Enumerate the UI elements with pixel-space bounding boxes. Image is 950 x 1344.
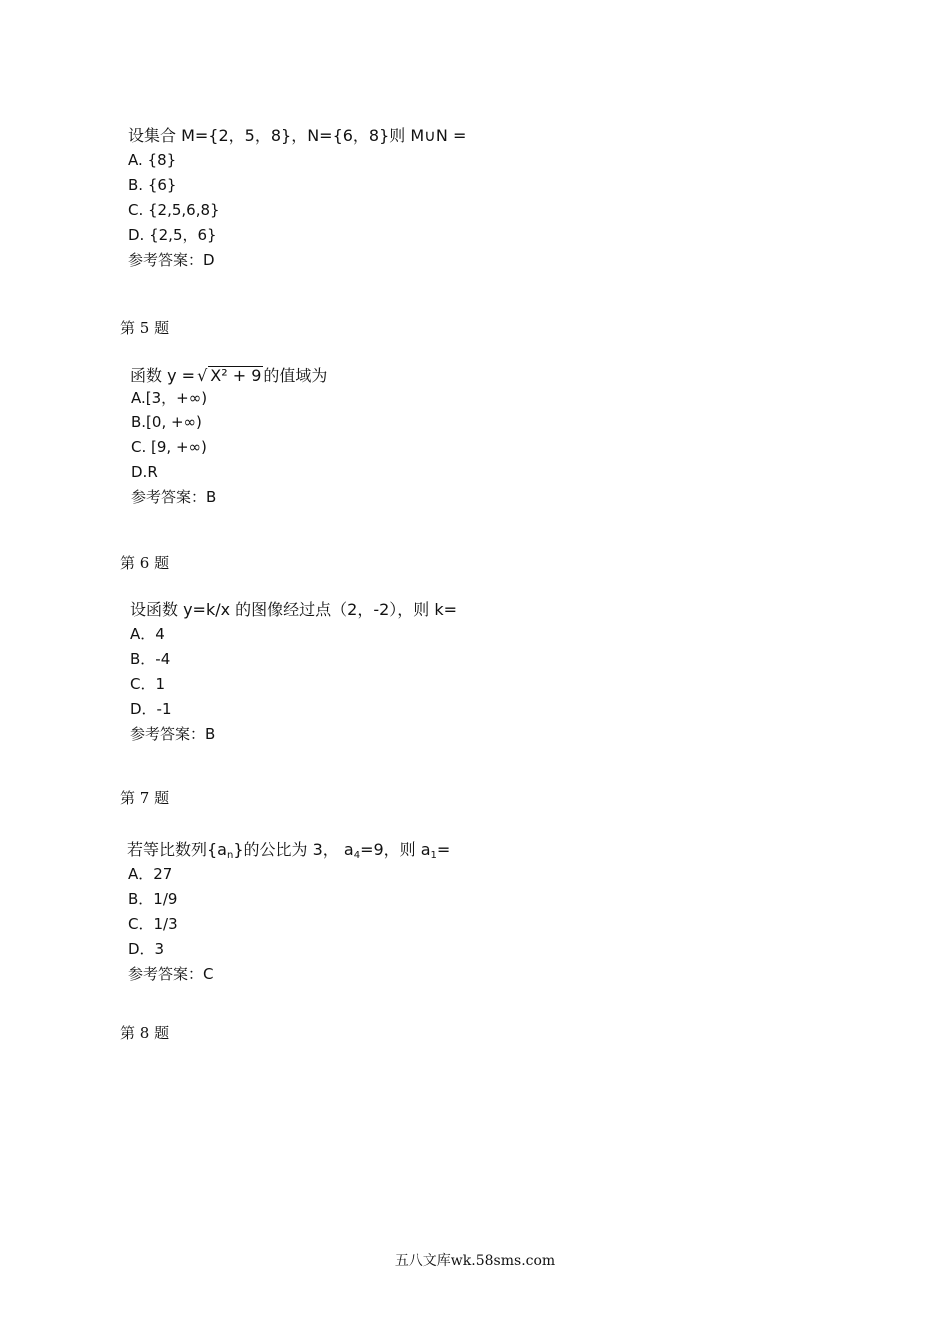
question-7-option-c: C．1/3 — [128, 915, 178, 933]
question-6-option-c: C．1 — [130, 675, 166, 693]
question-7-answer: 参考答案：C — [128, 965, 214, 983]
footer-site-name: 五八文库wk.58sms.com — [394, 1253, 556, 1269]
question-7-text-part-d: = — [436, 840, 451, 859]
square-root-expression — [195, 366, 263, 384]
question-6-option-b: B．-4 — [130, 650, 171, 668]
question-6-heading: 第 6 题 — [120, 554, 170, 572]
question-6-text: 设函数 y=k/x 的图像经过点（2，-2），则 k= — [130, 600, 458, 619]
question-5-heading: 第 5 题 — [120, 319, 170, 337]
question-7-text — [127, 842, 450, 861]
subscript-4: 4 — [353, 850, 361, 861]
question-5-text-prefix: 函数 y = — [130, 366, 196, 385]
question-5-answer: 参考答案：B — [131, 488, 217, 506]
radicand: X² + 9 — [210, 366, 262, 385]
question-4-option-b: B. {6} — [128, 176, 177, 194]
question-7-text-part-c: =9，则 a — [360, 840, 431, 859]
radical-sign: √ — [197, 366, 208, 385]
question-5-text — [130, 366, 327, 384]
question-7-option-a: A．27 — [128, 865, 173, 883]
question-5-option-d: D.R — [131, 463, 158, 481]
question-5-option-a: A.[3，+∞) — [131, 389, 208, 407]
question-4-option-a: A. {8} — [128, 151, 177, 169]
question-7-option-b: B．1/9 — [128, 890, 178, 908]
subscript-n: n — [227, 850, 234, 861]
question-6-option-d: D．-1 — [130, 700, 172, 718]
question-8-heading: 第 8 题 — [120, 1024, 170, 1042]
question-4-text: 设集合 M={2，5，8}，N={6，8}则 M∪N = — [128, 126, 467, 145]
question-6-option-a: A．4 — [130, 625, 165, 643]
question-4-option-c: C. {2,5,6,8} — [128, 201, 220, 219]
question-4-answer: 参考答案：D — [128, 251, 215, 269]
question-6-answer: 参考答案：B — [130, 725, 216, 743]
question-4-option-d: D. {2,5，6} — [128, 226, 217, 244]
subscript-1: 1 — [430, 850, 437, 861]
question-7-option-d: D．3 — [128, 940, 165, 958]
question-5-option-c: C. [9, +∞) — [131, 438, 207, 456]
question-5-text-suffix: 的值域为 — [263, 366, 328, 385]
question-7-text-part-a: 若等比数列{a — [127, 840, 227, 859]
question-5-option-b: B.[0, +∞) — [131, 413, 202, 431]
question-7-text-part-b: }的公比为 3， a — [233, 840, 354, 859]
question-7-heading: 第 7 题 — [120, 789, 170, 807]
